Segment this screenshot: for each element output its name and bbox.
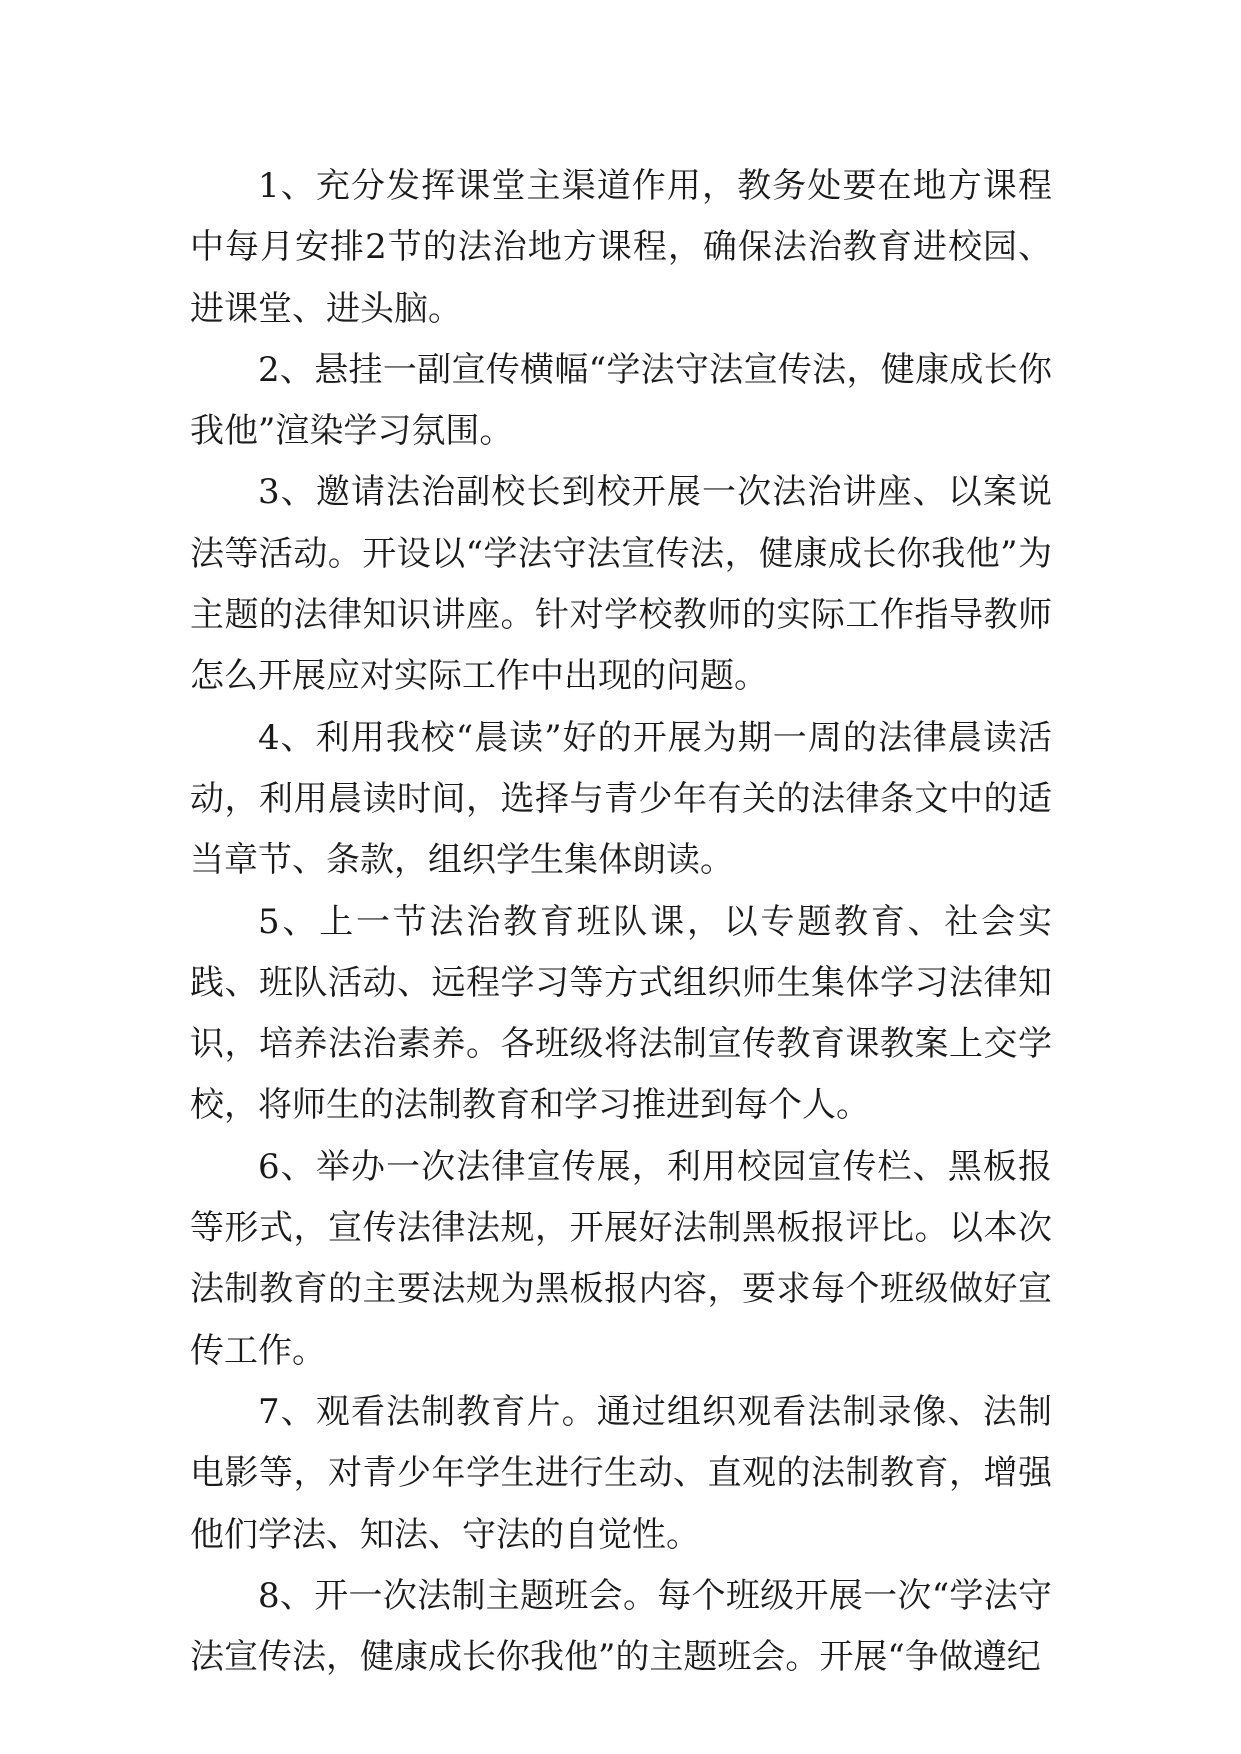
paragraph-item-3: 3、邀请法治副校长到校开展一次法治讲座、以案说法等活动。开设以“学法守法宣传法，健康成长你我他”为主题的法律知识讲座。针对学校教师的实际工作指导教师怎么开展应对实际工作中出现的问题。 [190, 472, 1052, 697]
paragraph-item-2: 2、悬挂一副宣传横幅“学法守法宣传法，健康成长你我他”渲染学习氛围。 [190, 349, 1052, 452]
paragraph-item-1: 1、充分发挥课堂主渠道作用，教务处要在地方课程中每月安排2节的法治地方课程，确保法治教育进校园、进课堂、进头脑。 [190, 166, 1052, 329]
paragraph-item-7: 7、观看法制教育片。通过组织观看法制录像、法制电影等，对青少年学生进行生动、直观的法制教育，增强他们学法、知法、守法的自觉性。 [190, 1391, 1052, 1555]
paragraph-item-5: 5、上一节法治教育班队课，以专题教育、社会实践、班队活动、远程学习等方式组织师生集体学习法律知识，培养法治素养。各班级将法制宣传教育课教案上交学校，将师生的法制教育和学习推进到每个人。 [190, 901, 1052, 1126]
paragraph-item-6: 6、举办一次法律宣传展，利用校园宣传栏、黑板报等形式，宣传法律法规，开展好法制黑板报评比。以本次法制教育的主要法规为黑板报内容，要求每个班级做好宣传工作。 [190, 1146, 1052, 1371]
document-body [190, 156, 1052, 1688]
paragraph-item-8: 8、开一次法制主题班会。每个班级开展一次“学法守法宣传法，健康成长你我他”的主题班会。开展“争做遵纪 [190, 1575, 1052, 1678]
paragraph-item-4: 4、利用我校“晨读”好的开展为期一周的法律晨读活动，利用晨读时间，选择与青少年有关的法律条文中的适当章节、条款，组织学生集体朗读。 [190, 717, 1052, 881]
